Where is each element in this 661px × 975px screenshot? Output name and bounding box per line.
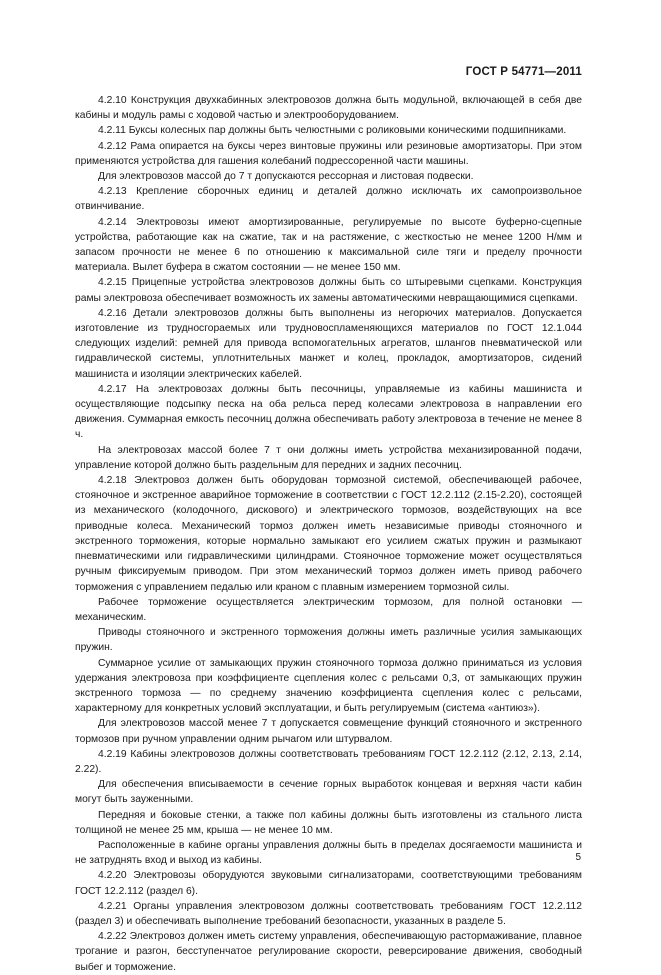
paragraph-4-2-16: 4.2.16 Детали электровозов должны быть выполнены из негорючих материалов. Допускается изготовление из трудносгораемых или трудновоспламеняющихся материалов по ГОСТ 12.1.044 следующих изделий: ремней для привода вспомогательных агрегатов, шлангов пневматической или гидравлической системы, уплотнительных манжет и колец, прокладок, амортизаторов, сидений машиниста и изоляции электрических кабелей.: [75, 307, 582, 380]
paragraph-4-2-18-springs: Приводы стояночного и экстренного торможения должны иметь различные усилия замыкающих пружин.: [75, 627, 582, 654]
paragraph-4-2-15: 4.2.15 Прицепные устройства электровозов должны быть со штыревыми сцепками. Конструкция рамы электровоза обеспечивает возможность их замены автоматическими невращающимися сцепками.: [75, 277, 582, 304]
page-number: 5: [575, 852, 581, 863]
document-body: [75, 93, 582, 975]
paragraph-4-2-19: 4.2.19 Кабины электровозов должны соответствовать требованиям ГОСТ 12.2.112 (2.12, 2.13, 2.14, 2.22).: [75, 748, 582, 775]
paragraph-4-2-20: 4.2.20 Электровозы оборудуются звуковыми сигнализаторами, соответствующими требованиям ГОСТ 12.2.112 (раздел 6).: [75, 870, 582, 897]
paragraph-4-2-18-total-force: Суммарное усилие от замыкающих пружин стояночного тормоза должно приниматься из условия удержания электровоза при коэффициенте сцепления колес с рельсами 0,3, от замыкающих пружин экстренного тормоза — по среднему значению коэффициента сцепления колес с рельсами, характерному для конкретных условий эксплуатации, и быть регулируемым (система «антиюз»).: [75, 657, 582, 715]
paragraph-4-2-18: 4.2.18 Электровоз должен быть оборудован тормозной системой, обеспечивающей рабочее, стояночное и экстренное аварийное торможение в соответствии с ГОСТ 12.2.112 (2.15-2.20), состоящей из механического (колодочного, дискового) и электрического тормозов, воздействующих на все приводные колеса. Механический тормоз должен иметь независимые приводы стояночного и экстренного торможения, которые нормально замыкают его усилием сжатых пружин и размыкают пневматическими или гидравлическими цилиндрами. Стояночное торможение может осуществляться ручным фиксируемым приводом. При этом механический тормоз должен иметь привод рабочего торможения с управлением педалью или краном с плавным измерением тормозной силы.: [75, 475, 582, 593]
paragraph-4-2-12-note: Для электровозов массой до 7 т допускаются рессорная и листовая подвески.: [98, 171, 474, 183]
paragraph-4-2-11: 4.2.11 Буксы колесных пар должны быть челюстными с роликовыми коническими подшипниками.: [98, 125, 567, 137]
paragraph-4-2-10: 4.2.10 Конструкция двухкабинных электровозов должна быть модульной, включающей в себя две кабины и модуль рамы с ходовой частью и электрооборудованием.: [75, 95, 582, 122]
standard-designation: ГОСТ Р 54771—2011: [465, 66, 582, 78]
paragraph-4-2-19-narrowing: Для обеспечения вписываемости в сечение горных выработок концевая и верхняя части кабин могут быть зауженными.: [75, 779, 582, 806]
paragraph-4-2-12: 4.2.12 Рама опирается на буксы через винтовые пружины или резиновые амортизаторы. При этом применяются устройства для гашения колебаний подрессоренной части машины.: [75, 140, 582, 167]
paragraph-4-2-21: 4.2.21 Органы управления электровозом должны соответствовать требованиям ГОСТ 12.2.112 (раздел 3) и обеспечивать выполнение требований безопасности, указанных в разделе 5.: [75, 900, 582, 927]
paragraph-4-2-19-walls: Передняя и боковые стенки, а также пол кабины должны быть изготовлены из стального листа толщиной не менее 25 мм, крыша — не менее 10 мм.: [75, 809, 582, 836]
paragraph-4-2-17: 4.2.17 На электровозах должны быть песочницы, управляемые из кабины машиниста и осуществляющие подсыпку песка на оба рельса перед колесами электровоза в направлении его движения. Суммарная емкость песочниц должна обеспечивать работу электровоза в течение не менее 8 ч.: [75, 383, 582, 441]
paragraph-4-2-17-note: На электровозах массой более 7 т они должны иметь устройства механизированной подачи, управление которой должно быть раздельным для передних и задних песочниц.: [75, 444, 582, 471]
paragraph-4-2-19-controls: Расположенные в кабине органы управления должны быть в пределах досягаемости машиниста и не затруднять вход и выход из кабины.: [75, 839, 582, 867]
paragraph-4-2-22: 4.2.22 Электровоз должен иметь систему управления, обеспечивающую растормаживание, плавное трогание и разгон, бесступенчатое регулирование скорости, реверсирование движения, свободный выбег и торможение.: [75, 931, 582, 973]
paragraph-4-2-18-service-braking: Рабочее торможение осуществляется электрическим тормозом, для полной остановки — механическим.: [75, 596, 582, 623]
paragraph-4-2-14: 4.2.14 Электровозы имеют амортизированные, регулируемые по высоте буферно-сцепные устройства, работающие как на сжатие, так и на растяжение, с жесткостью не менее 1200 Н/мм и запасом прочности не менее 6 по отношению к максимальной силе тяги и пределу прочности материала. Вылет буфера в сжатом состоянии — не менее 150 мм.: [75, 216, 582, 274]
paragraph-4-2-13: 4.2.13 Крепление сборочных единиц и деталей должно исключать их самопроизвольное отвинчивание.: [75, 186, 582, 213]
paragraph-4-2-18-light-locos: Для электровозов массой менее 7 т допускается совмещение функций стояночного и экстренного тормозов при ручном управлении одним рычагом или штурвалом.: [75, 718, 582, 745]
